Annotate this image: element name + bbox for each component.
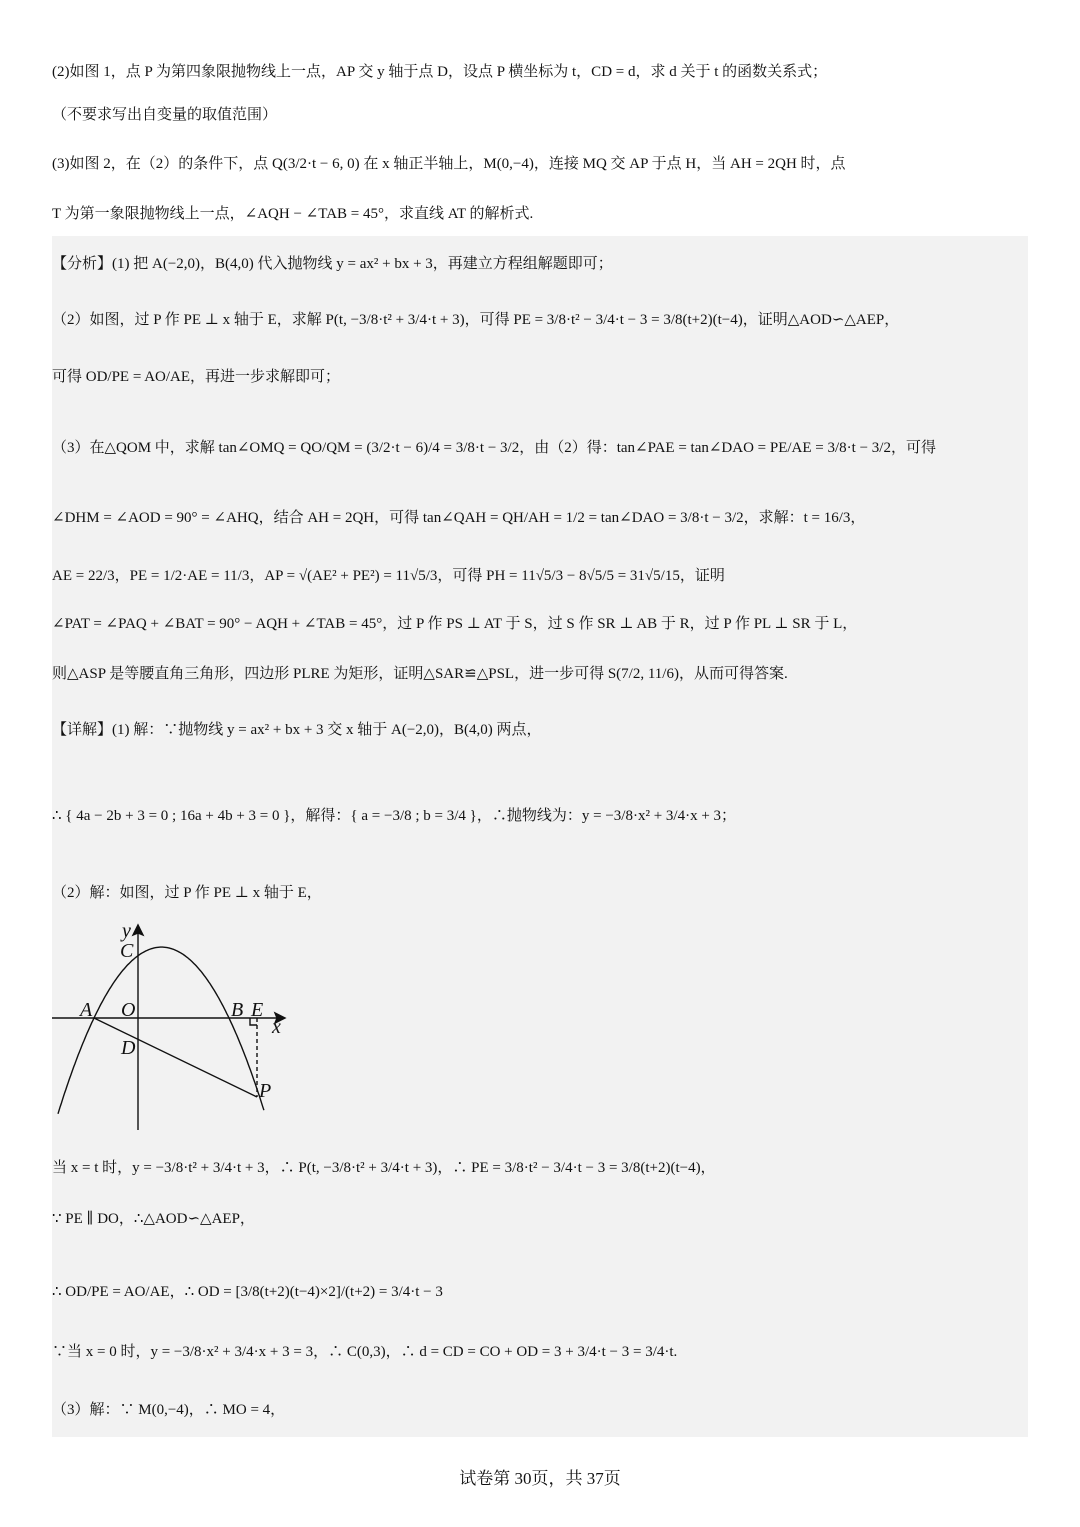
label-d: D: [121, 1037, 136, 1059]
analysis-3: （3）在△QOM 中，求解 tan∠OMQ = QO/QM = (3/2·t − 6)/4 = 3/8·t − 3/2，由（2）得：tan∠PAE = tan∠DAO = PE/AE = 3/8·t − 3/2，可得: [52, 440, 936, 456]
question-part-2: (2)如图 1，点 P 为第四象限抛物线上一点，AP 交 y 轴于点 D，设点 P 横坐标为 t，CD = d，求 d 关于 t 的函数关系式；: [52, 64, 828, 80]
label-o: O: [121, 999, 136, 1021]
detail-1-system: ∴ { 4a − 2b + 3 = 0 ; 16a + 4b + 3 = 0 }，解得：{ a = −3/8 ; b = 3/4 }，∴抛物线为：y = −3/8·x² + 3/4·x + 3；: [52, 808, 737, 824]
detail-2-point-p: 当 x = t 时，y = −3/8·t² + 3/4·t + 3，∴ P(t, −3/8·t² + 3/4·t + 3)，∴ PE = 3/8·t² − 3/4·t − 3 = 3/8(t+2)(t−4)，: [52, 1160, 716, 1176]
analysis-3-c: AE = 22/3，PE = 1/2·AE = 11/3，AP = √(AE² + PE²) = 11√5/3，可得 PH = 11√5/3 − 8√5/5 = 31√5/15，证明: [52, 568, 725, 584]
detail-3: （3）解：∵ M(0,−4)，∴ MO = 4，: [52, 1402, 286, 1418]
detail-2-od: ∴ OD/PE = AO/AE，∴ OD = [3/8(t+2)(t−4)×2]/(t+2) = 3/4·t − 3: [52, 1284, 443, 1300]
analysis-3-e: 则△ASP 是等腰直角三角形，四边形 PLRE 为矩形，证明△SAR≌△PSL，进一步可得 S(7/2, 11/6)，从而可得答案.: [52, 666, 788, 682]
detail-2: （2）解：如图，过 P 作 PE ⊥ x 轴于 E，: [52, 885, 322, 901]
label-y: y: [122, 920, 131, 942]
analysis-2-cont: 可得 OD/PE = AO/AE，再进一步求解即可；: [52, 369, 341, 385]
analysis-2: （2）如图，过 P 作 PE ⊥ x 轴于 E，求解 P(t, −3/8·t² + 3/4·t + 3)，可得 PE = 3/8·t² − 3/4·t − 3 = 3/8(t+2)(t−4)，证明△AOD∽△AEP，: [52, 312, 900, 328]
question-part-2-note: （不要求写出自变量的取值范围）: [52, 107, 278, 123]
question-part-3: (3)如图 2，在（2）的条件下，点 Q(3/2·t − 6, 0) 在 x 轴正半轴上，M(0,−4)，连接 MQ 交 AP 于点 H，当 AH = 2QH 时，点: [52, 156, 846, 172]
analysis-3-d: ∠PAT = ∠PAQ + ∠BAT = 90° − AQH + ∠TAB = 45°，过 P 作 PS ⊥ AT 于 S，过 S 作 SR ⊥ AB 于 R，过 P 作 PL ⊥ SR 于 L，: [52, 616, 858, 632]
parabola-figure: [40, 910, 300, 1135]
parabola-curve: [58, 947, 264, 1114]
segment-ap: [94, 1018, 257, 1097]
label-x: x: [272, 1016, 281, 1038]
solution-box: [52, 236, 1028, 1437]
analysis-3-b: ∠DHM = ∠AOD = 90° = ∠AHQ，结合 AH = 2QH，可得 tan∠QAH = QH/AH = 1/2 = tan∠DAO = 3/8·t − 3/2，求解：t = 16/3，: [52, 510, 866, 526]
label-e: E: [251, 999, 264, 1021]
detail-2-result: ∵当 x = 0 时，y = −3/8·x² + 3/4·x + 3 = 3，∴ C(0,3)，∴ d = CD = CO + OD = 3 + 3/4·t − 3 = 3/4·t.: [52, 1344, 678, 1360]
page-footer: 试卷第 30页，共 37页: [459, 1469, 621, 1488]
y-axis-arrow-icon: [133, 925, 143, 935]
detail-2-similar: ∵ PE ∥ DO，∴△AOD∽△AEP，: [52, 1211, 255, 1227]
question-part-3-cont: T 为第一象限抛物线上一点，∠AQH − ∠TAB = 45°，求直线 AT 的解析式.: [52, 206, 534, 222]
label-p: P: [259, 1080, 272, 1102]
label-c: C: [120, 940, 134, 962]
label-b: B: [231, 999, 244, 1021]
analysis-1: 【分析】(1) 把 A(−2,0)，B(4,0) 代入抛物线 y = ax² + bx + 3，再建立方程组解题即可；: [52, 256, 613, 272]
label-a: A: [80, 999, 93, 1021]
detail-1: 【详解】(1) 解：∵抛物线 y = ax² + bx + 3 交 x 轴于 A(−2,0)，B(4,0) 两点，: [52, 722, 542, 738]
